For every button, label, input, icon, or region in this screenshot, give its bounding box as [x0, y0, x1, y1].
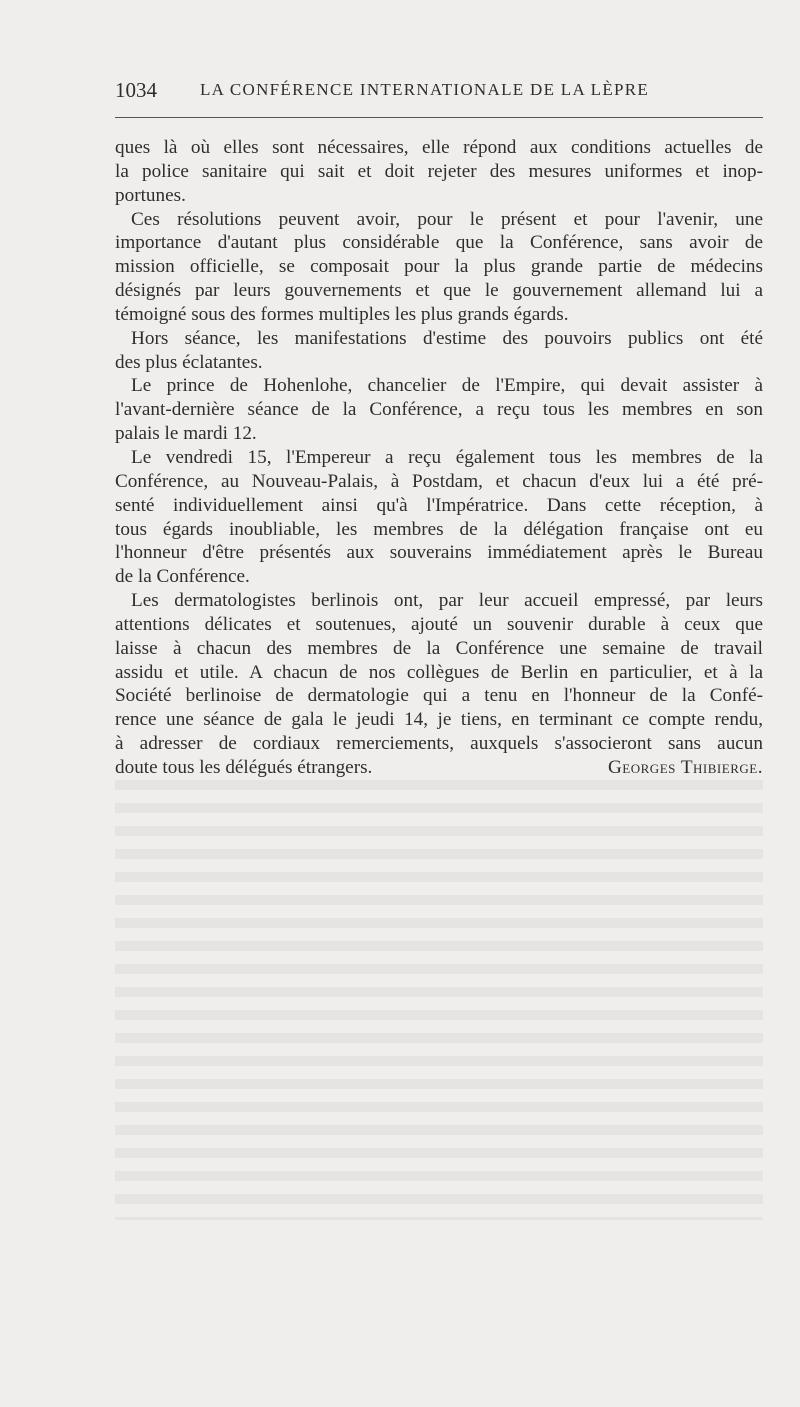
line-text: doute tous les délégués étrangers. — [115, 756, 373, 778]
line-text: Ces résolutions peuvent avoir, pour le présent et pour l'avenir, une — [131, 208, 763, 230]
line-text: l'honneur d'être présentés aux souverains immédiatement après le Bureau — [115, 542, 763, 564]
line-text: Conférence, au Nouveau-Palais, à Postdam, et chacun d'eux lui a été pré- — [115, 470, 763, 492]
text-line — [115, 518, 763, 542]
text-line — [115, 279, 763, 303]
line-text: importance d'autant plus considérable que la Conférence, sans avoir de — [115, 232, 763, 254]
line-text: l'avant-dernière séance de la Conférence, a reçu tous les membres en son — [115, 399, 763, 421]
paragraph — [115, 136, 763, 208]
line-text: rence une séance de gala le jeudi 14, je tiens, en terminant ce compte rendu, — [115, 709, 763, 731]
author-signature: Georges Thibierge. — [607, 756, 763, 778]
text-line — [115, 255, 763, 279]
line-text: Le vendredi 15, l'Empereur a reçu également tous les membres de la — [131, 446, 763, 468]
line-text: portunes. — [115, 184, 186, 206]
text-line — [115, 565, 763, 589]
text-line — [115, 494, 763, 518]
running-header — [115, 78, 763, 108]
line-text: senté individuellement ainsi qu'à l'Impératrice. Dans cette réception, à — [115, 494, 763, 516]
line-text: témoigné sous des formes multiples les plus grands égards. — [115, 303, 569, 325]
text-line — [115, 708, 763, 732]
paragraph — [115, 374, 763, 446]
text-line — [115, 351, 763, 375]
text-line — [115, 374, 763, 398]
line-text: Le prince de Hohenlohe, chancelier de l'Empire, qui devait assister à — [131, 375, 763, 397]
page-number: 1034 — [115, 78, 157, 102]
text-line — [115, 160, 763, 184]
line-text: des plus éclatantes. — [115, 351, 263, 373]
line-text: désignés par leurs gouvernements et que le gouvernement allemand lui a — [115, 280, 763, 302]
text-line — [115, 756, 763, 780]
paragraph — [115, 327, 763, 375]
line-text: ques là où elles sont nécessaires, elle répond aux conditions actuelles de — [115, 137, 763, 158]
text-line — [115, 637, 763, 661]
text-line — [115, 541, 763, 565]
text-line — [115, 231, 763, 255]
text-line — [115, 208, 763, 232]
running-title: LA CONFÉRENCE INTERNATIONALE DE LA LÈPRE — [200, 80, 650, 99]
paragraph — [115, 589, 763, 780]
line-text: de la Conférence. — [115, 566, 250, 588]
show-through-from-reverse — [115, 780, 763, 1220]
text-line — [115, 661, 763, 685]
line-text: Les dermatologistes berlinois ont, par leur accueil empressé, par leurs — [131, 590, 763, 612]
line-text: Hors séance, les manifestations d'estime des pouvoirs publics ont été — [131, 327, 763, 349]
text-line — [115, 422, 763, 446]
article-body — [115, 136, 763, 780]
text-line — [115, 184, 763, 208]
text-line — [115, 732, 763, 756]
line-text: palais le mardi 12. — [115, 423, 257, 445]
line-text: la police sanitaire qui sait et doit rejeter des mesures uniformes et inop- — [115, 160, 763, 182]
text-line — [115, 446, 763, 470]
text-line — [115, 303, 763, 327]
paragraph — [115, 208, 763, 327]
text-line — [115, 398, 763, 422]
line-text: attentions délicates et soutenues, ajouté un souvenir durable à ceux que — [115, 613, 763, 635]
line-text: Société berlinoise de dermatologie qui a tenu en l'honneur de la Confé- — [115, 685, 763, 707]
line-text: assidu et utile. A chacun de nos collègues de Berlin en particulier, et à la — [115, 661, 763, 683]
header-rule — [115, 117, 763, 118]
line-text: laisse à chacun des membres de la Conférence une semaine de travail — [115, 637, 763, 659]
text-line — [115, 684, 763, 708]
text-line — [115, 327, 763, 351]
text-line — [115, 136, 763, 160]
text-line — [115, 470, 763, 494]
line-text: mission officielle, se composait pour la plus grande partie de médecins — [115, 256, 763, 278]
line-text: à adresser de cordiaux remerciements, auxquels s'associeront sans aucun — [115, 733, 763, 755]
line-text: tous égards inoubliable, les membres de la délégation française ont eu — [115, 518, 763, 540]
text-line — [115, 613, 763, 637]
paragraph — [115, 446, 763, 589]
text-line — [115, 589, 763, 613]
